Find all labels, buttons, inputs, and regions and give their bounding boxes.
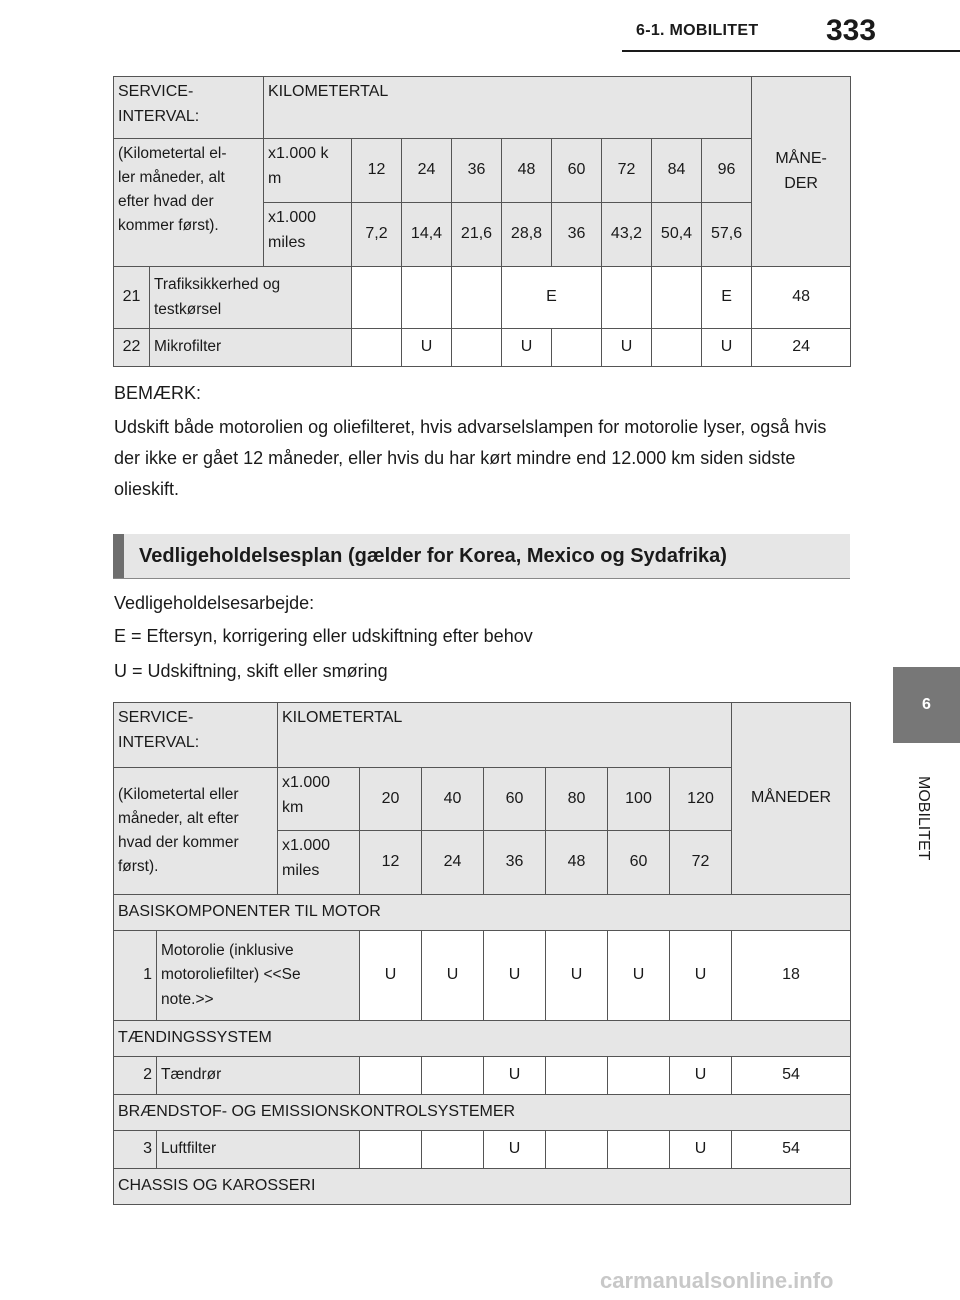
group-header: BRÆNDSTOF- OG EMISSIONSKONTROLSYSTEMER <box>114 1095 851 1131</box>
miles-value: 57,6 <box>702 203 752 267</box>
km-value: 96 <box>702 139 752 203</box>
miles-value: 50,4 <box>652 203 702 267</box>
miles-value: 14,4 <box>402 203 452 267</box>
group-header: CHASSIS OG KAROSSERI <box>114 1169 851 1205</box>
miles-value: 21,6 <box>452 203 502 267</box>
schedule-cell: U <box>546 931 608 1021</box>
miles-value: 60 <box>608 831 670 895</box>
interval-note: (Kilometertal el- ler måneder, alt efter hvad der kommer først). <box>114 139 264 267</box>
schedule-cell: U <box>484 931 546 1021</box>
schedule-cell: U <box>422 931 484 1021</box>
km-value: 60 <box>552 139 602 203</box>
miles-value: 36 <box>552 203 602 267</box>
km-value: 84 <box>652 139 702 203</box>
group-header: BASISKOMPONENTER TIL MOTOR <box>114 895 851 931</box>
watermark: carmanualsonline.info <box>600 1268 834 1293</box>
schedule-cell: U <box>402 329 452 367</box>
interval-note: (Kilometertal eller måneder, alt efter hvad der kommer først). <box>114 768 278 895</box>
schedule-cell: U <box>602 329 652 367</box>
group-header: TÆNDINGSSYSTEM <box>114 1021 851 1057</box>
miles-value: 28,8 <box>502 203 552 267</box>
km-value: 24 <box>402 139 452 203</box>
schedule-cell: U <box>670 1057 732 1095</box>
row-number: 2 <box>114 1057 157 1095</box>
item-name: Trafiksikkerhed og testkørsel <box>150 267 352 329</box>
schedule-cell: U <box>484 1131 546 1169</box>
miles-value: 24 <box>422 831 484 895</box>
legend-e: E = Eftersyn, korrigering eller udskiftning efter behov <box>114 626 533 646</box>
item-name: Mikrofilter <box>150 329 352 367</box>
item-name: Tændrør <box>157 1057 360 1095</box>
service-table-2 <box>113 702 851 1205</box>
schedule-cell: U <box>360 931 422 1021</box>
months-value: 24 <box>752 329 851 367</box>
km-value: 60 <box>484 768 546 831</box>
schedule-cell: E <box>702 267 752 329</box>
months-header: MÅNEDER <box>732 703 851 895</box>
chapter-label: MOBILITET <box>915 775 932 861</box>
months-value: 18 <box>732 931 851 1021</box>
months-value: 48 <box>752 267 851 329</box>
miles-value: 72 <box>670 831 732 895</box>
item-name: Luftfilter <box>157 1131 360 1169</box>
miles-unit: x1.000 miles <box>278 831 360 895</box>
item-name: Motorolie (inklusive motoroliefilter) <<Se note.>> <box>157 931 360 1021</box>
km-value: 120 <box>670 768 732 831</box>
odometer-header: KILOMETERTAL <box>278 703 732 768</box>
months-value: 54 <box>732 1131 851 1169</box>
km-value: 80 <box>546 768 608 831</box>
miles-value: 7,2 <box>352 203 402 267</box>
note-text: Udskift både motorolien og oliefilteret, hvis advarselslampen for motorolie lyser, også hvis der ikke er gået 12 måneder, eller hvis du har kørt mindre end 12.000 km siden sidste olieskift. <box>114 417 827 499</box>
section-heading <box>113 534 850 579</box>
section-heading-bar <box>113 534 124 578</box>
km-value: 72 <box>602 139 652 203</box>
row-number: 3 <box>114 1131 157 1169</box>
section-header: 6-1. MOBILITET <box>636 22 759 39</box>
schedule-cell: U <box>502 329 552 367</box>
header-rule <box>622 50 960 52</box>
row-number: 21 <box>114 267 150 329</box>
km-unit: x1.000 k m <box>264 139 352 203</box>
miles-value: 36 <box>484 831 546 895</box>
section-title: Vedligeholdelsesplan (gælder for Korea, Mexico og Sydafrika) <box>139 544 727 567</box>
km-unit: x1.000 km <box>278 768 360 831</box>
km-value: 100 <box>608 768 670 831</box>
km-value: 48 <box>502 139 552 203</box>
months-header: MÅNE- DER <box>752 77 851 267</box>
schedule-cell: E <box>502 267 602 329</box>
odometer-header: KILOMETERTAL <box>264 77 752 139</box>
schedule-cell: U <box>670 1131 732 1169</box>
miles-unit: x1.000 miles <box>264 203 352 267</box>
chapter-tab: 6 <box>893 667 960 743</box>
miles-value: 48 <box>546 831 608 895</box>
row-number: 1 <box>114 931 157 1021</box>
note-heading: BEMÆRK: <box>114 383 202 403</box>
km-value: 12 <box>352 139 402 203</box>
months-value: 54 <box>732 1057 851 1095</box>
service-interval-header: SERVICE- INTERVAL: <box>114 77 264 139</box>
schedule-cell: U <box>702 329 752 367</box>
schedule-cell: U <box>608 931 670 1021</box>
legend-intro: Vedligeholdelsesarbejde: <box>114 593 315 613</box>
row-number: 22 <box>114 329 150 367</box>
page-number: 333 <box>826 14 877 47</box>
service-interval-header: SERVICE- INTERVAL: <box>114 703 278 768</box>
schedule-cell: U <box>670 931 732 1021</box>
miles-value: 43,2 <box>602 203 652 267</box>
legend-u: U = Udskiftning, skift eller smøring <box>114 661 388 681</box>
km-value: 20 <box>360 768 422 831</box>
km-value: 36 <box>452 139 502 203</box>
km-value: 40 <box>422 768 484 831</box>
service-table-1 <box>113 76 851 367</box>
miles-value: 12 <box>360 831 422 895</box>
schedule-cell: U <box>484 1057 546 1095</box>
